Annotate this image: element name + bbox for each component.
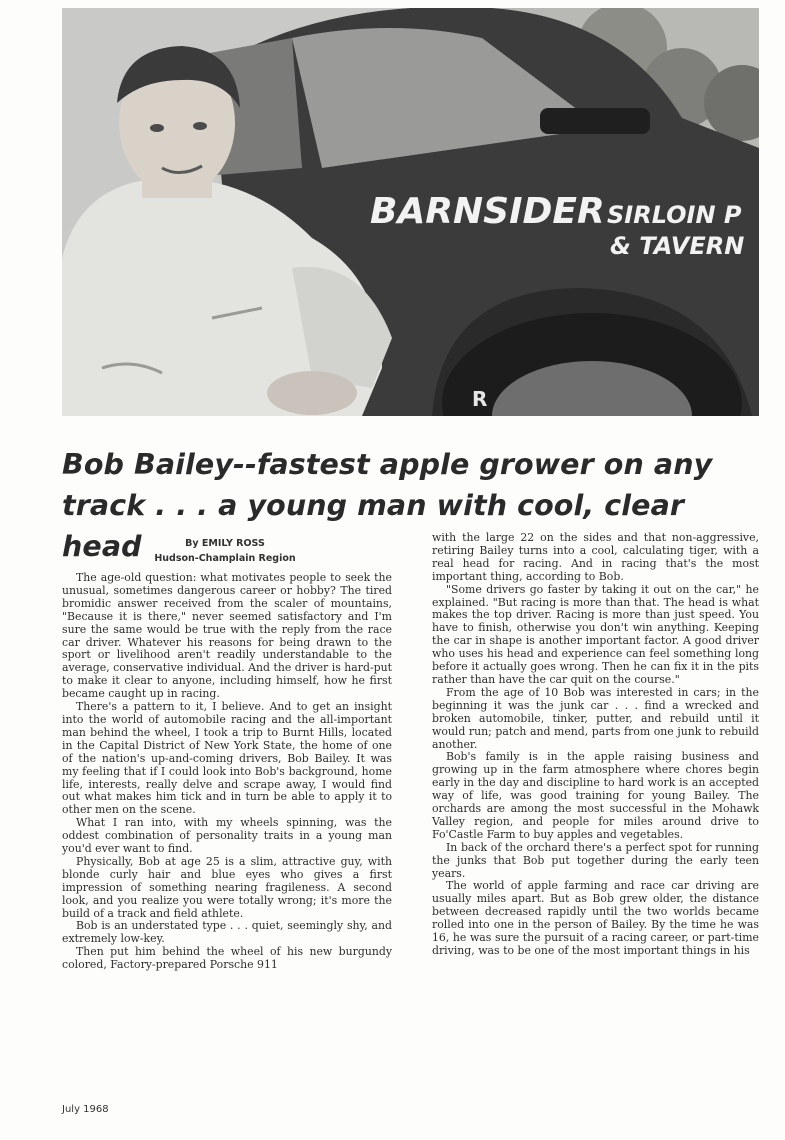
paragraph: From the age of 10 Bob was interested in cars; in the beginning it was the junk car . . . find a wrecked and broken automobile, tinker, putter, and rebuild until it would run; patch and mend, parts from one junk to rebuild another. bbox=[432, 685, 759, 751]
right-column bbox=[432, 532, 759, 958]
headline-line-1: Bob Bailey--fastest apple grower on any bbox=[62, 448, 713, 481]
driver-photo bbox=[62, 8, 759, 416]
photo-illustration bbox=[62, 8, 759, 416]
byline bbox=[70, 536, 380, 566]
tire-lettering: R bbox=[472, 387, 488, 411]
paragraph: The world of apple farming and race car driving are usually miles apart. But as Bob grew older, the distance between decreased rapidly until the two worlds became rolled into one in the person of Bailey. By the time he was 16, he was sure the pursuit of a racing career, or part-time driving, was to be one of the most important things in his bbox=[432, 879, 759, 957]
paragraph: Bob's family is in the apple raising business and growing up in the farm atmosphere where chores begin early in the day and discipline to hard work is an accepted way of life, was good training for young Bailey. The orchards are among the most successful in the Mohawk Valley region, and people for miles around drive to Fo'Castle Farm to buy apples and vegetables. bbox=[432, 750, 759, 841]
paragraph: with the large 22 on the sides and that non-aggressive, retiring Bailey turns into a cool, calculating tiger, with a real head for racing. And in racing that's the most important thing, according to Bob. bbox=[432, 531, 759, 583]
author-name: By EMILY ROSS bbox=[185, 538, 265, 549]
left-column bbox=[62, 572, 392, 972]
paragraph: What I ran into, with my wheels spinning, was the oddest combination of personality traits in a young man you'd ever want to find. bbox=[62, 816, 392, 856]
author-region: Hudson-Champlain Region bbox=[154, 553, 296, 564]
paragraph: Bob is an understated type . . . quiet, seemingly shy, and extremely low-key. bbox=[62, 919, 392, 946]
paragraph: There's a pattern to it, I believe. And to get an insight into the world of automobile racing and the all-important man behind the wheel, I took a trip to Burnt Hills, located in the Capital District of New York State, the home of one of the nation's up-and-coming drivers, Bob Bailey. It was my feeling that if I could look into Bob's background, home life, interests, really delve and scrape away, I would find out what makes him tick and in turn be able to apply it to other men on the scene. bbox=[62, 700, 392, 817]
headline-line-2: track . . . a young man with cool, clear head bbox=[62, 489, 685, 563]
paragraph: Then put him behind the wheel of his new burgundy colored, Factory-prepared Porsche 911 bbox=[62, 945, 392, 972]
paragraph: The age-old question: what motivates people to seek the unusual, sometimes dangerous career or hobby? The tired bromidic answer received from the scaler of mountains, "Because it is there," never seemed satisfactory and I'm sure the same would be true with the reply from the race car driver. Whatever his reasons for being drawn to the sport or livelihood aren't readily understandable to the average, conservative individual. And the driver is hard-put to make it clear to anyone, including himself, how he first became caught up in racing. bbox=[62, 571, 392, 701]
issue-date: July 1968 bbox=[62, 1104, 109, 1115]
paragraph: Physically, Bob at age 25 is a slim, attractive guy, with blonde curly hair and blue eyes who gives a first impression of something nearing fragileness. A second look, and you realize you were totally wrong; it's more the build of a track and field athlete. bbox=[62, 854, 392, 920]
door-lettering-tavern: & TAVERN bbox=[610, 232, 745, 260]
door-lettering-barnsider: BARNSIDER bbox=[370, 191, 605, 232]
paragraph: In back of the orchard there's a perfect spot for running the junks that Bob put together during the early teen years. bbox=[432, 840, 759, 880]
door-lettering-sirloin: SIRLOIN P bbox=[607, 201, 742, 229]
paragraph: "Some drivers go faster by taking it out on the car," he explained. "But racing is more than that. The head is what makes the top driver. Racing is more than just speed. You have to finish, otherwise you don't win anything. Keeping the car in shape is another important factor. A good driver who uses his head and experience can feel something long before it actually goes wrong. Then he can fix it in the pits rather than have the car quit on the course." bbox=[432, 582, 759, 686]
